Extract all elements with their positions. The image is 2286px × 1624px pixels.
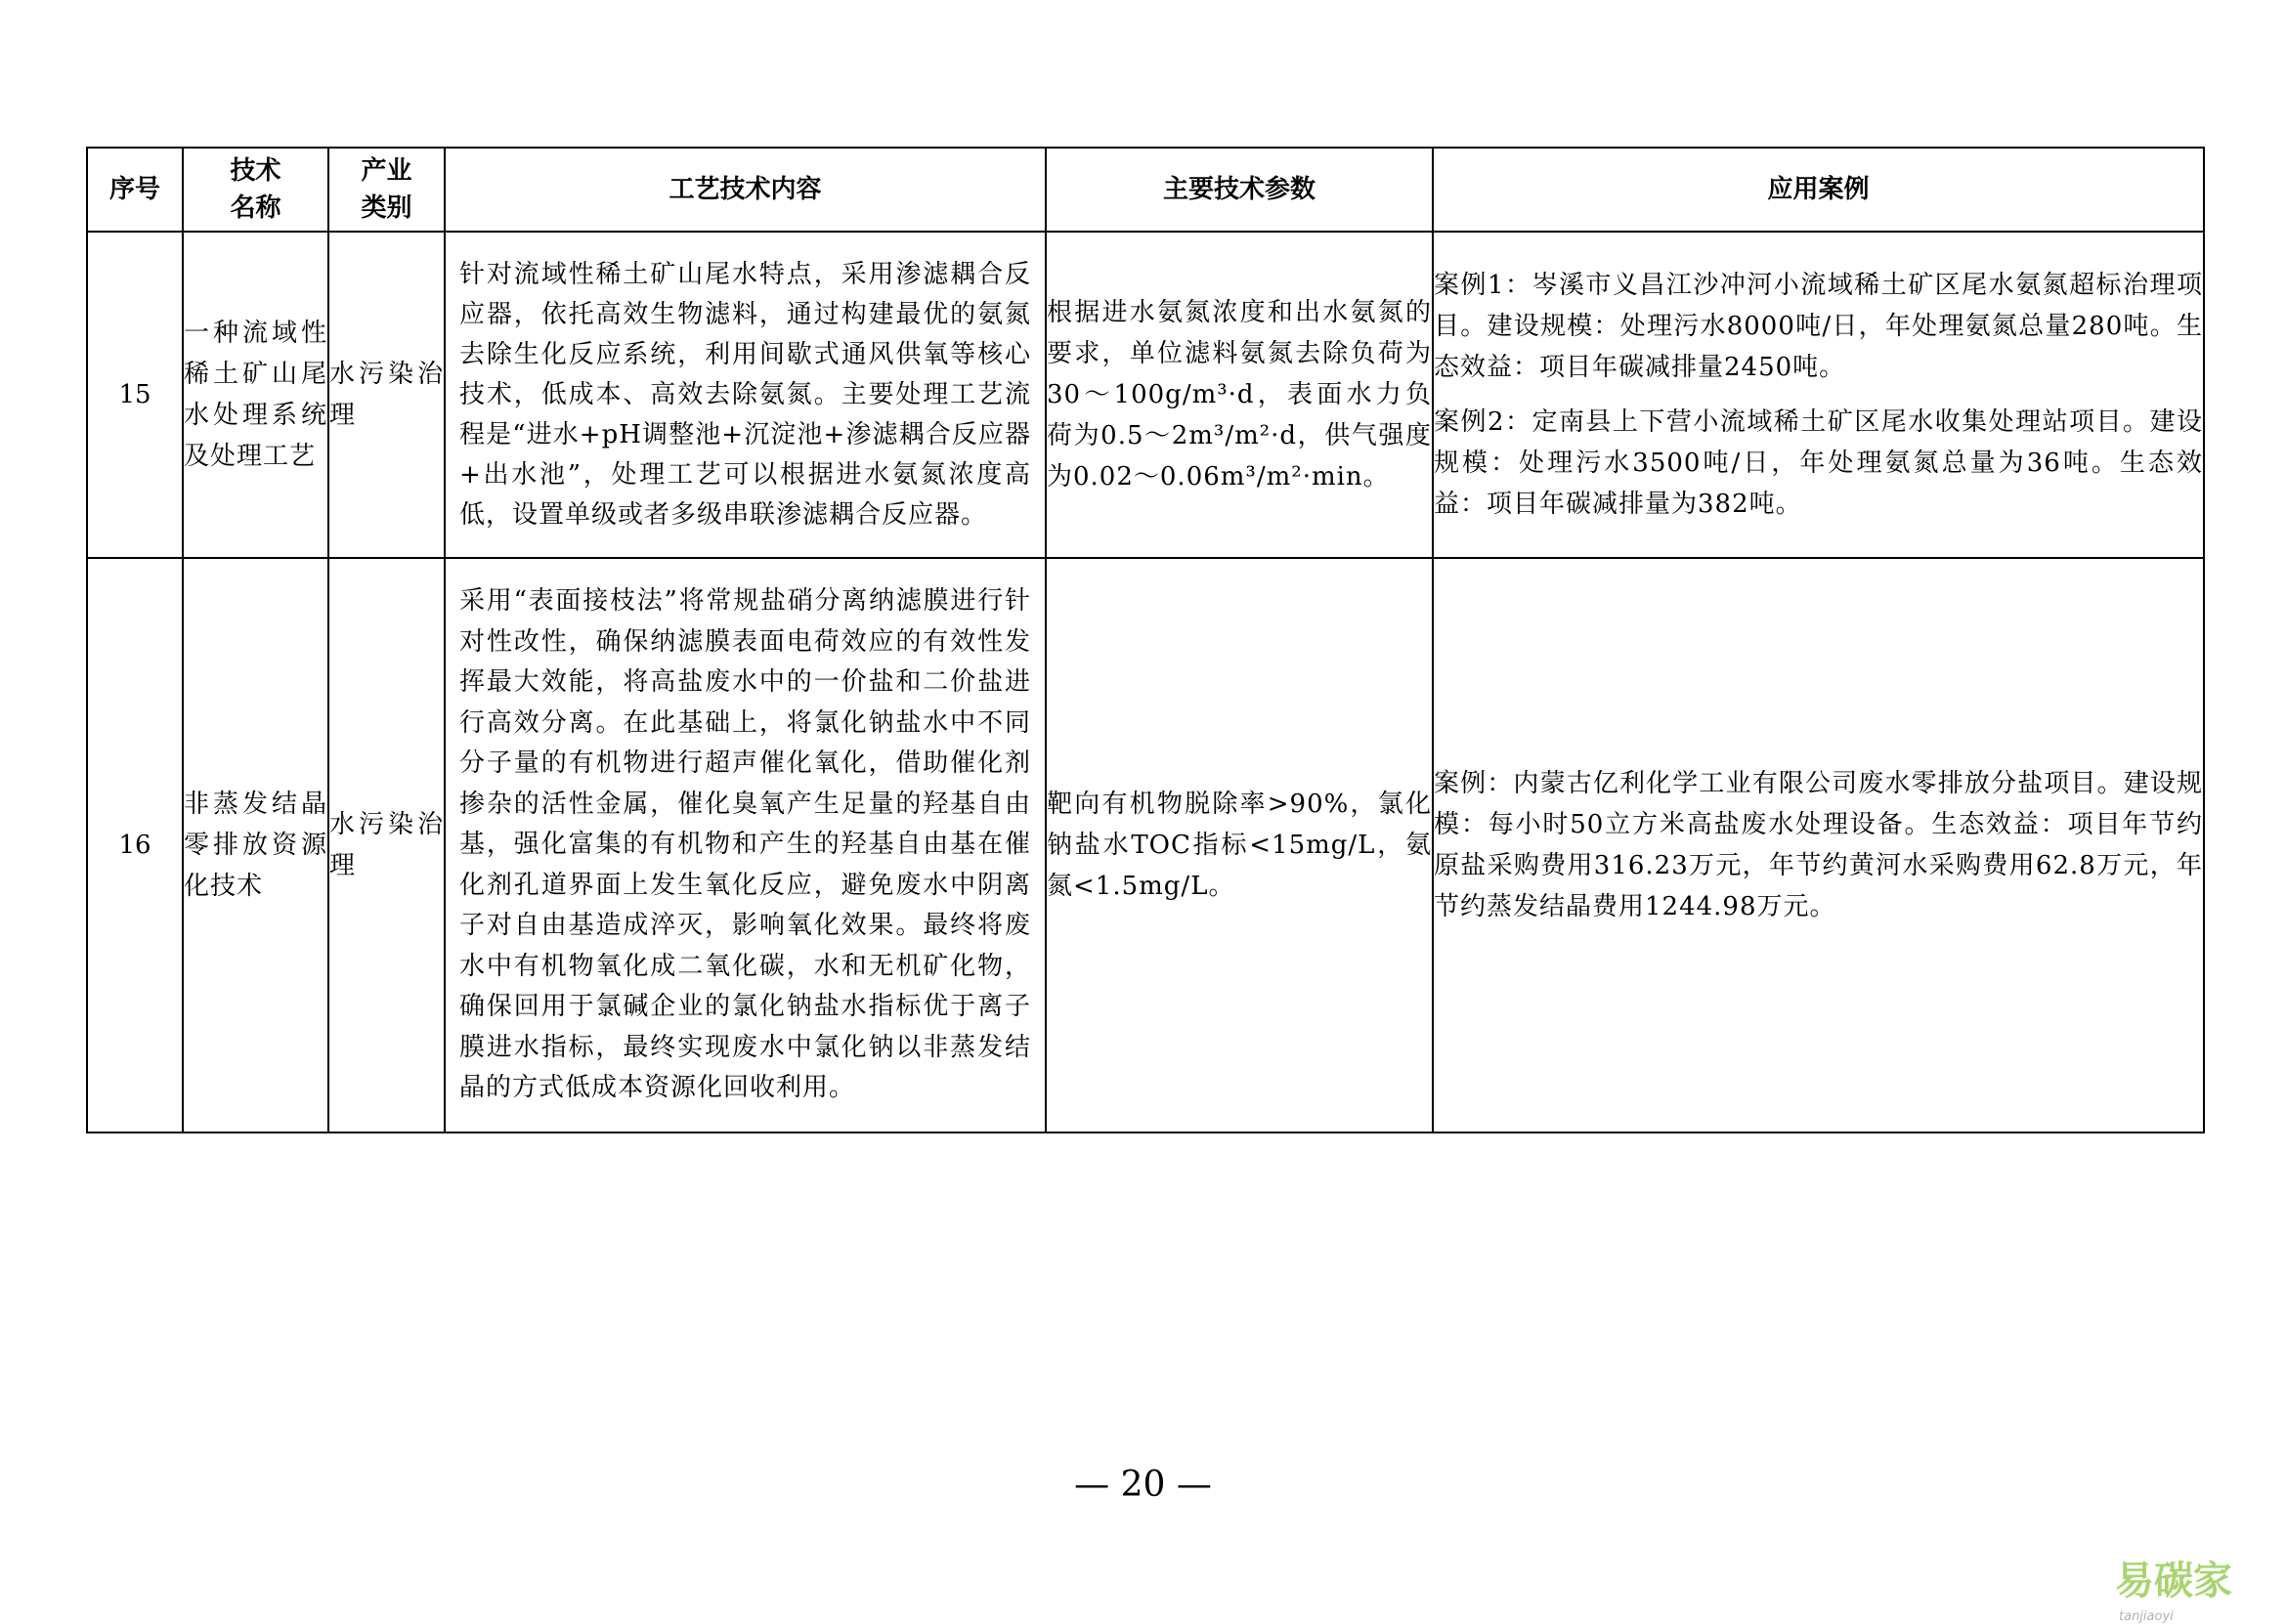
row-params: 根据进水氨氮浓度和出水氨氮的要求，单位滤料氨氮去除负荷为30～100g/m³·d，表面水力负荷为0.5～2m³/m²·d，供气强度为0.02～0.06m³/m²·min。 — [1046, 232, 1433, 558]
row-tech-name: 一种流域性稀土矿山尾水处理系统及处理工艺 — [183, 232, 328, 558]
technology-table — [86, 147, 2205, 1133]
row-tech-name: 非蒸发结晶零排放资源化技术 — [183, 558, 328, 1133]
header-name — [183, 148, 328, 232]
header-industry-text: 产业类别 — [361, 156, 412, 223]
watermark-site: tanjiaoyi — [2119, 1609, 2174, 1624]
row-cases — [1433, 232, 2204, 558]
watermark-logo — [2115, 1550, 2286, 1624]
row-params: 靶向有机物脱除率>90%，氯化钠盐水TOC指标<15mg/L，氨氮<1.5mg/L。 — [1046, 558, 1433, 1133]
header-params: 主要技术参数 — [1046, 148, 1433, 232]
header-cases: 应用案例 — [1433, 148, 2204, 232]
row-industry: 水污染治理 — [328, 558, 445, 1133]
row-process: 针对流域性稀土矿山尾水特点，采用渗滤耦合反应器，依托高效生物滤料，通过构建最优的氨氮去除生化反应系统，利用间歇式通风供氧等核心技术，低成本、高效去除氨氮。主要处理工艺流程是“进水+pH调整池+沉淀池+渗滤耦合反应器+出水池”，处理工艺可以根据进水氨氮浓度高低，设置单级或者多级串联渗滤耦合反应器。 — [445, 232, 1046, 558]
table-row — [87, 558, 2204, 1133]
header-name-text: 技术名称 — [230, 156, 281, 223]
page-number: — 20 — — [1074, 1465, 1212, 1505]
case-item: 案例1：岑溪市义昌江沙冲河小流域稀土矿区尾水氨氮超标治理项目。建设规模：处理污水8000吨/日，年处理氨氮总量280吨。生态效益：项目年碳减排量2450吨。 — [1434, 271, 2203, 382]
row-seq: 16 — [87, 558, 183, 1133]
header-industry — [328, 148, 445, 232]
header-process: 工艺技术内容 — [445, 148, 1046, 232]
header-seq: 序号 — [87, 148, 183, 232]
row-cases — [1433, 558, 2204, 1133]
row-seq: 15 — [87, 232, 183, 558]
case-item: 案例2：定南县上下营小流域稀土矿区尾水收集处理站项目。建设规模：处理污水3500吨/日，年处理氨氮总量为36吨。生态效益：项目年碳减排量为382吨。 — [1434, 407, 2203, 519]
watermark-brand: 易碳家 — [2115, 1559, 2232, 1603]
case-item: 案例：内蒙古亿利化学工业有限公司废水零排放分盐项目。建设规模：每小时50立方米高盐废水处理设备。生态效益：项目年节约原盐采购费用316.23万元，年节约黄河水采购费用62.8万元，年节约蒸发结晶费用1244.98万元。 — [1434, 769, 2203, 921]
row-process: 采用“表面接枝法”将常规盐硝分离纳滤膜进行针对性改性，确保纳滤膜表面电荷效应的有效性发挥最大效能，将高盐废水中的一价盐和二价盐进行高效分离。在此基础上，将氯化钠盐水中不同分子量的有机物进行超声催化氧化，借助催化剂掺杂的活性金属，催化臭氧产生足量的羟基自由基，强化富集的有机物和产生的羟基自由基在催化剂孔道界面上发生氧化反应，避免废水中阴离子对自由基造成淬灭，影响氧化效果。最终将废水中有机物氧化成二氧化碳，水和无机矿化物，确保回用于氯碱企业的氯化钠盐水指标优于离子膜进水指标，最终实现废水中氯化钠以非蒸发结晶的方式低成本资源化回收利用。 — [445, 558, 1046, 1133]
table-row — [87, 232, 2204, 558]
table-header-row — [87, 148, 2204, 232]
row-industry: 水污染治理 — [328, 232, 445, 558]
